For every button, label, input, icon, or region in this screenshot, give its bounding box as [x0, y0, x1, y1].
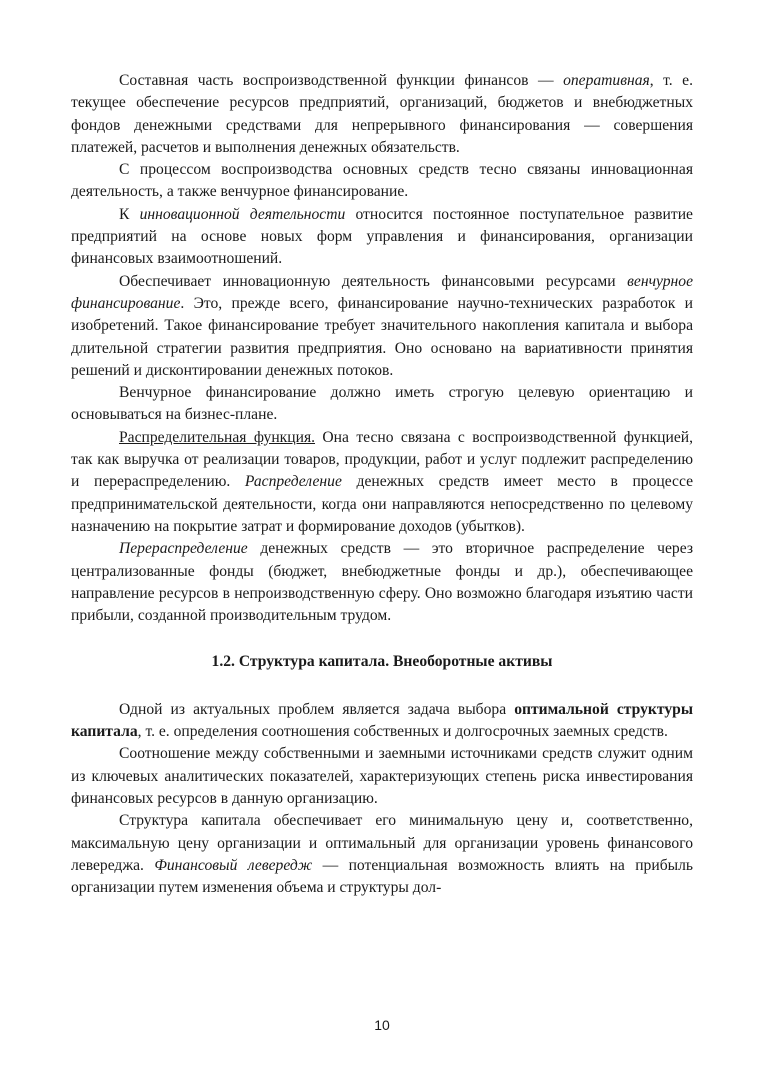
term-redistribution: Перераспределение	[119, 540, 248, 558]
paragraph-reproduction: С процессом воспроизводства основных средств тесно связаны инновационная деятельность, а также венчурное финансирование.	[71, 161, 693, 201]
text-span: Обеспечивает инновационную деятельность финансовыми ресурсами	[119, 272, 628, 290]
paragraph-distribution	[71, 427, 693, 538]
text-span: Структура капитала обеспечивает его минимальную цену и, соответственно, максимальную цену организации и оптимальный для организации уровень финансового левереджа.	[71, 812, 693, 874]
term-operational: оперативная	[563, 72, 650, 89]
term-venture: венчурное финансирование	[71, 272, 693, 312]
term-optimal-structure: оптимальной структуры капитала	[71, 700, 694, 741]
term-distribution: Распределение	[244, 473, 342, 491]
text-span: , т. е. текущее обеспечение ресурсов предприятий, организаций, бюджетов и внебюджетных фондов денежными средствами для непрерывного финансирования — совершения платежей, расчетов и выполнения денежных обязательств.	[71, 72, 694, 156]
paragraph-redistribution	[71, 538, 693, 627]
paragraph-optimal-structure	[71, 699, 693, 744]
text-span: — потенциальная возможность влиять на прибыль организации путем изменения объема и структуры дол-	[71, 856, 693, 897]
paragraph-ratio: Соотношение между собственными и заемными источниками средств служит одним из ключевых аналитических показателей, характеризующих степень риска инвестирования финансовых ресурсов в данную организацию.	[71, 745, 693, 807]
paragraph-leverage	[71, 810, 693, 899]
text-span: денежных средств имеет место в процессе предпринимательской деятельности, когда они направляются непосредственно по целевому назначению на покрытие затрат и формирование доходов (убытков).	[71, 473, 693, 535]
text-span: денежных средств — это вторичное распределение через централизованные фонды (бюджет, внебюджетные фонды и др.), обеспечивающее направление ресурсов в непроизводственную сферу. Оно возможно благодаря изъятию части прибыли, созданной производительным трудом.	[71, 540, 693, 625]
section-heading: 1.2. Структура капитала. Внеоборотные активы	[211, 653, 553, 671]
text-span: К	[119, 205, 140, 223]
text-span: . Это, прежде всего, финансирование научно-технических разработок и изобретений. Такое финансирование требует значительного накопления капитала и выбора длительной стратегии развития предприятия. Оно основано на вариативности принятия решений и дисконтировании денежных потоков.	[71, 294, 693, 379]
paragraph-venture	[71, 271, 693, 382]
paragraph-operational	[71, 70, 693, 159]
term-financial-leverage: Финансовый левередж	[154, 856, 313, 874]
text-span: Составная часть воспроизводственной функции финансов —	[119, 72, 564, 89]
text-span: Она тесно связана с воспроизводственной функцией, так как выручка от реализации товаров, продукции, работ и услуг подлежит распределению и перераспределению.	[71, 428, 693, 491]
text-span: , т. е. определения соотношения собственных и долгосрочных заемных средств.	[137, 723, 668, 741]
text-span: Одной из актуальных проблем является задача выбора	[119, 700, 515, 718]
paragraph-innovation	[71, 204, 693, 271]
paragraph-venture-orientation: Венчурное финансирование должно иметь строгую целевую ориентацию и основываться на бизнес-плане.	[71, 384, 693, 424]
page-number: 10	[374, 1017, 390, 1033]
body-text	[71, 70, 693, 899]
text-span: относится постоянное поступательное развитие предприятий на основе новых форм управления и финансирования, организации финансовых взаимоотношений.	[71, 205, 693, 268]
term-innovation: инновационной деятельности	[139, 205, 346, 223]
term-distribution-function: Распределительная функция.	[119, 428, 316, 446]
